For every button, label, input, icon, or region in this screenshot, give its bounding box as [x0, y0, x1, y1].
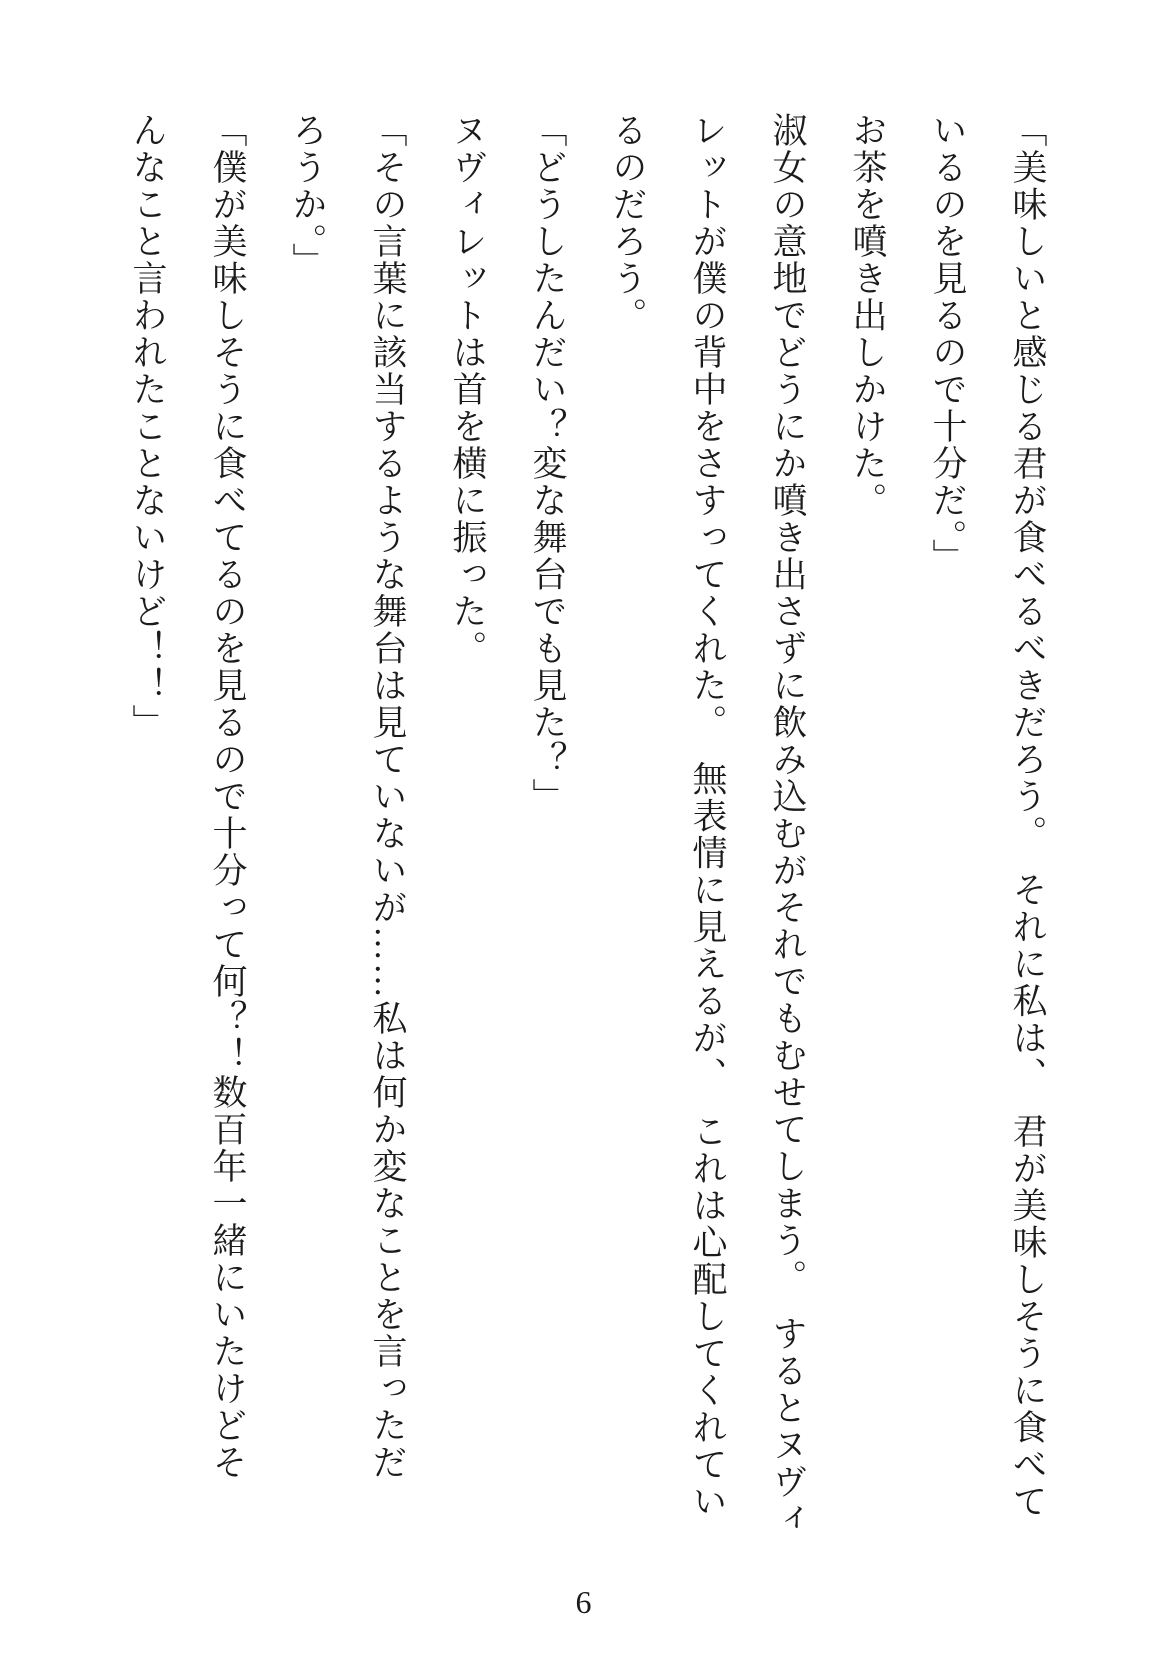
text-line: んなこと言われたことないけど！！」: [128, 112, 167, 741]
text-line: 「その言葉に該当するような舞台は見ていないが……私は何か変なことを言っただ: [368, 112, 407, 1481]
text-line: 「僕が美味しそうに食べてるのを見るので十分って何？！数百年一緒にいたけどそ: [208, 112, 247, 1481]
text-line: いるのを見るので十分だ。」: [928, 112, 967, 576]
text-line: ヌヴィレットは首を横に振った。: [448, 112, 487, 667]
text-line: レットが僕の背中をさすってくれた。 無表情に見えるが、 これは心配してくれてい: [688, 112, 727, 1520]
page-number: 6: [575, 1584, 592, 1620]
text-line: るのだろう。: [608, 112, 647, 334]
text-line: 「美味しいと感じる君が食べるべきだろう。 それに私は、 君が美味しそうに食べて: [1008, 112, 1047, 1520]
text-line: お茶を噴き出しかけた。: [848, 112, 887, 519]
text-line: 淑女の意地でどうにか噴き出さずに飲み込むがそれでもむせてしまう。 するとヌヴィ: [768, 112, 807, 1538]
text-line: 「どうしたんだい？変な舞台でも見た？」: [528, 112, 567, 815]
body-text: [107, 112, 1067, 1582]
text-line: ろうか。」: [288, 112, 327, 280]
